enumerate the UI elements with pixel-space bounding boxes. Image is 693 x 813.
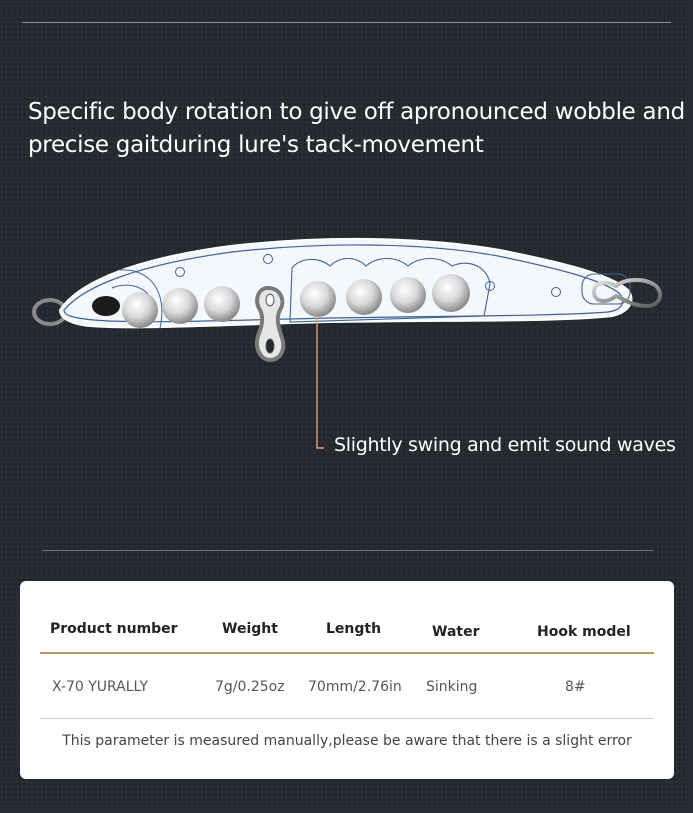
section-divider xyxy=(42,550,653,551)
value-product-number: X-70 YURALLY xyxy=(52,679,149,695)
rattle-ball xyxy=(346,279,382,315)
measurement-note: This parameter is measured manually,please be aware that there is a slight error xyxy=(62,733,632,749)
rattle-ball xyxy=(122,292,158,328)
headline xyxy=(28,96,685,162)
value-water: Sinking xyxy=(426,679,478,695)
header-hook-model: Hook model xyxy=(537,624,631,640)
callout-line xyxy=(317,316,324,448)
header-product-number: Product number xyxy=(50,621,178,637)
rattle-ball xyxy=(432,274,470,312)
belly-hook-eye-hole xyxy=(266,339,274,353)
rattle-ball xyxy=(390,277,426,313)
spec-table xyxy=(20,581,674,779)
header-underline xyxy=(40,652,654,654)
belly-hook-eye-hole xyxy=(266,294,274,306)
callout-text: Slightly swing and emit sound waves xyxy=(334,434,676,456)
headline-line-1: Specific body rotation to give off apronounced wobble and xyxy=(28,99,685,125)
rattle-ball xyxy=(162,288,198,324)
rattle-ball xyxy=(204,286,240,322)
value-hook-model: 8# xyxy=(565,679,586,695)
row-divider xyxy=(40,718,654,719)
value-length: 70mm/2.76in xyxy=(308,679,402,695)
lure-illustration xyxy=(0,220,693,470)
header-weight: Weight xyxy=(222,621,278,637)
value-weight: 7g/0.25oz xyxy=(215,679,285,695)
header-length: Length xyxy=(326,621,382,637)
headline-line-2: precise gaitduring lure's tack-movement xyxy=(28,132,484,158)
top-divider xyxy=(22,22,671,23)
lure-eye xyxy=(92,296,120,316)
rattle-ball xyxy=(300,281,336,317)
header-water: Water xyxy=(432,624,480,640)
